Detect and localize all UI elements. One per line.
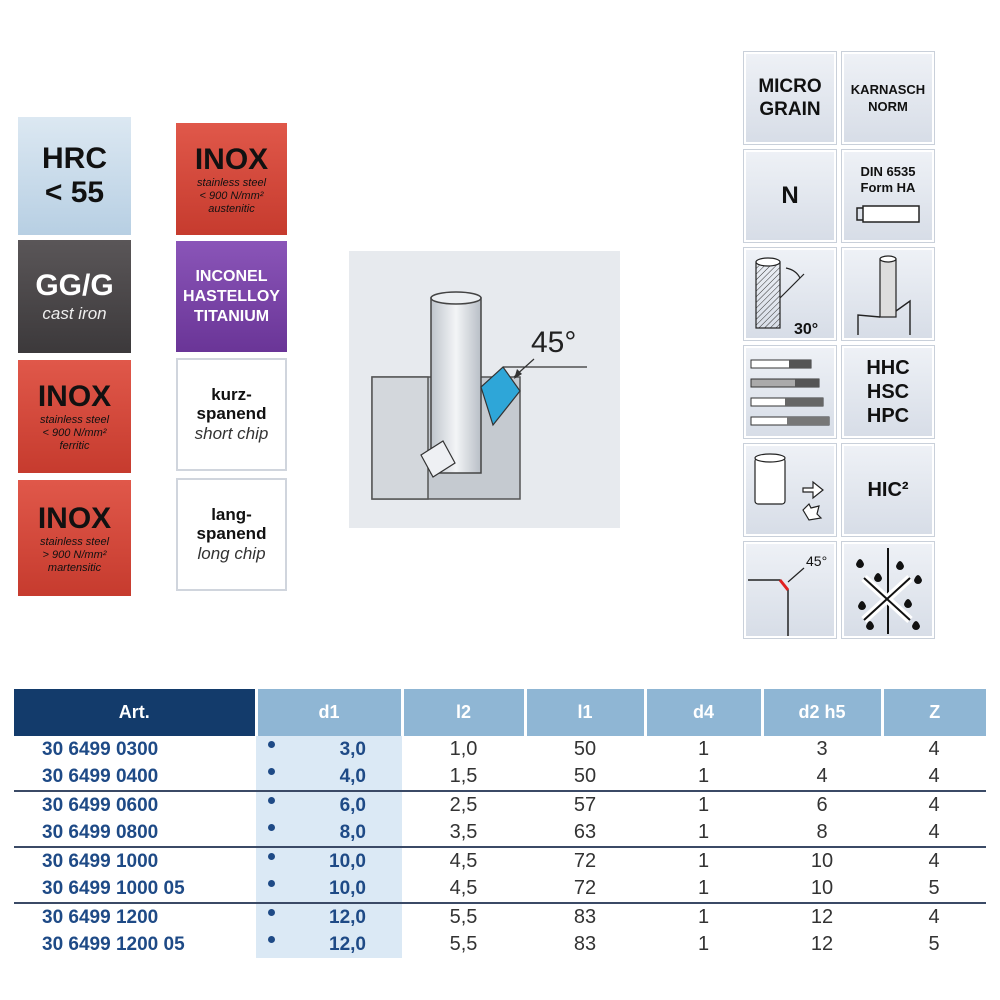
long-chip-label: lang- spanend bbox=[196, 504, 267, 543]
inox-martensitic-label: INOX bbox=[37, 501, 112, 535]
cell-l1: 83 bbox=[525, 903, 645, 931]
cell-d4: 1 bbox=[697, 765, 710, 787]
table-row bbox=[14, 763, 986, 791]
cell-l1: 83 bbox=[573, 933, 597, 955]
table-row bbox=[14, 875, 986, 903]
short-chip-sub: short chip bbox=[194, 423, 269, 443]
material-ggg-tile bbox=[18, 240, 131, 353]
d1-value: 10,0 bbox=[329, 850, 366, 872]
cell-l1: 50 bbox=[573, 765, 597, 787]
cell-l1: 57 bbox=[525, 791, 645, 819]
availability-dot bbox=[268, 880, 275, 887]
d1-value: 3,0 bbox=[339, 738, 366, 760]
chip-short-tile bbox=[176, 358, 287, 471]
cell-d2h5: 4 bbox=[816, 765, 828, 787]
karnasch-norm-tile bbox=[842, 52, 934, 144]
cell-art: 30 6499 0300 bbox=[42, 738, 159, 760]
cell-d2h5: 12 bbox=[762, 903, 882, 931]
header-d4: d4 bbox=[645, 689, 762, 736]
chip-long-tile bbox=[176, 478, 287, 591]
d1-value: 10,0 bbox=[329, 877, 366, 899]
karnasch-norm-label: KARNASCH NORM bbox=[850, 82, 926, 114]
availability-dot bbox=[268, 797, 275, 804]
cell-z: 4 bbox=[928, 821, 940, 843]
chamfer-angle-icon bbox=[746, 544, 834, 636]
cell-d4: 1 bbox=[697, 738, 710, 760]
cell-z: 4 bbox=[882, 847, 986, 875]
cell-d1 bbox=[256, 875, 402, 903]
hic-label: HIC² bbox=[867, 478, 909, 501]
cell-l1: 72 bbox=[573, 877, 597, 899]
cell-d4: 1 bbox=[697, 821, 710, 843]
hhc-tile bbox=[842, 346, 934, 438]
cell-art: 30 6499 0600 bbox=[14, 791, 256, 819]
availability-dot bbox=[268, 741, 275, 748]
hrc-label: HRC < 55 bbox=[42, 142, 107, 209]
chamfer-angle-label: 45° bbox=[806, 553, 828, 569]
d1-value: 12,0 bbox=[329, 906, 366, 928]
inox-austenitic-sub: stainless steel < 900 N/mm² austenitic bbox=[196, 176, 267, 215]
material-inconel-tile bbox=[176, 241, 287, 352]
cell-z: 5 bbox=[928, 877, 940, 899]
availability-dot bbox=[268, 853, 275, 860]
cell-art: 30 6499 1000 05 bbox=[42, 877, 185, 899]
chamfer-45-tile bbox=[744, 542, 836, 638]
din-label: DIN 6535 Form HA bbox=[860, 164, 916, 195]
chamfer-diagram bbox=[349, 251, 620, 528]
cell-d4: 1 bbox=[697, 933, 710, 955]
cell-art: 30 6499 0400 bbox=[42, 765, 159, 787]
d1-value: 8,0 bbox=[339, 821, 366, 843]
flute-types-icon bbox=[747, 352, 833, 432]
cell-l2: 5,5 bbox=[449, 933, 478, 955]
cell-l1: 72 bbox=[525, 847, 645, 875]
hic-tile bbox=[842, 444, 934, 536]
d1-value: 12,0 bbox=[329, 933, 366, 955]
cell-d1 bbox=[256, 763, 402, 791]
cell-d2h5: 10 bbox=[810, 877, 834, 899]
inox-martensitic-sub: stainless steel > 900 N/mm² martensitic bbox=[39, 535, 110, 574]
header-l1: l1 bbox=[525, 689, 645, 736]
cell-z: 4 bbox=[882, 903, 986, 931]
cell-z: 4 bbox=[882, 791, 986, 819]
ggg-label: GG/G bbox=[35, 268, 114, 302]
table-row bbox=[14, 819, 986, 847]
d1-value: 4,0 bbox=[339, 765, 366, 787]
cell-l2: 5,5 bbox=[402, 903, 525, 931]
cell-d4: 1 bbox=[697, 877, 710, 899]
header-d2h5: d2 h5 bbox=[762, 689, 882, 736]
cell-d1 bbox=[256, 847, 402, 875]
cell-l2: 1,0 bbox=[449, 738, 478, 760]
no-coolant-icon bbox=[844, 544, 932, 636]
cell-l2: 4,5 bbox=[449, 877, 478, 899]
inox-ferritic-sub: stainless steel < 900 N/mm² ferritic bbox=[39, 414, 110, 452]
cell-l2: 2,5 bbox=[402, 791, 525, 819]
flute-types-tile bbox=[744, 346, 836, 438]
cell-d1 bbox=[256, 819, 402, 847]
hhc-label: HHC HSC HPC bbox=[866, 357, 910, 427]
inox-austenitic-label: INOX bbox=[194, 142, 269, 176]
long-chip-sub: long chip bbox=[197, 543, 266, 563]
micro-grain-label: MICRO GRAIN bbox=[758, 76, 822, 120]
cutting-geometry-tile bbox=[842, 248, 934, 340]
shank-icon bbox=[853, 202, 923, 226]
cell-d1 bbox=[256, 736, 402, 763]
table-row bbox=[14, 931, 986, 958]
table-row bbox=[14, 791, 986, 819]
cell-l1: 63 bbox=[573, 821, 597, 843]
availability-dot bbox=[268, 824, 275, 831]
cell-art: 30 6499 1200 bbox=[14, 903, 256, 931]
cell-art: 30 6499 1000 bbox=[14, 847, 256, 875]
ggg-sub: cast iron bbox=[42, 303, 107, 323]
cell-l1: 50 bbox=[573, 738, 597, 760]
direction-tile bbox=[744, 444, 836, 536]
material-inox-austenitic-tile bbox=[176, 123, 287, 235]
table-row bbox=[14, 903, 986, 931]
article-table bbox=[14, 689, 986, 958]
chamfer-drawing bbox=[349, 251, 620, 528]
diagram-angle-label: 45° bbox=[531, 326, 577, 359]
cell-l2: 3,5 bbox=[449, 821, 478, 843]
cell-d2h5: 10 bbox=[762, 847, 882, 875]
coolant-tile bbox=[842, 542, 934, 638]
helix-angle-icon bbox=[746, 250, 834, 338]
n-tile bbox=[744, 150, 836, 242]
cell-l2: 4,5 bbox=[402, 847, 525, 875]
cell-d4: 1 bbox=[645, 903, 762, 931]
end-mill-icon bbox=[848, 251, 928, 337]
cell-d1 bbox=[256, 791, 402, 819]
table-row bbox=[14, 847, 986, 875]
cell-z: 4 bbox=[928, 765, 940, 787]
table-header-row bbox=[14, 689, 986, 736]
micro-grain-tile bbox=[744, 52, 836, 144]
helix-angle-label: 30° bbox=[794, 321, 819, 338]
cell-d1 bbox=[256, 903, 402, 931]
cell-art: 30 6499 1200 05 bbox=[42, 933, 185, 955]
cell-l2: 1,5 bbox=[449, 765, 478, 787]
din-tile bbox=[842, 150, 934, 242]
cell-z: 5 bbox=[928, 933, 940, 955]
inconel-label: INCONEL HASTELLOY TITANIUM bbox=[183, 267, 280, 325]
cell-art: 30 6499 0800 bbox=[42, 821, 159, 843]
material-inox-martensitic-tile bbox=[18, 480, 131, 596]
cell-z: 4 bbox=[928, 738, 940, 760]
table-row bbox=[14, 736, 986, 763]
cutting-direction-icon bbox=[747, 448, 833, 532]
header-art: Art. bbox=[14, 689, 256, 736]
availability-dot bbox=[268, 768, 275, 775]
cell-d4: 1 bbox=[645, 791, 762, 819]
inox-ferritic-label: INOX bbox=[37, 380, 112, 413]
n-label: N bbox=[781, 182, 799, 209]
short-chip-label: kurz- spanend bbox=[196, 384, 267, 423]
d1-value: 6,0 bbox=[339, 794, 366, 816]
material-inox-ferritic-tile bbox=[18, 360, 131, 473]
helix-30-tile bbox=[744, 248, 836, 340]
cell-d2h5: 8 bbox=[816, 821, 828, 843]
cell-d1 bbox=[256, 931, 402, 958]
cell-d4: 1 bbox=[645, 847, 762, 875]
availability-dot bbox=[268, 909, 275, 916]
material-hrc-tile bbox=[18, 117, 131, 235]
cell-d2h5: 6 bbox=[762, 791, 882, 819]
cell-d2h5: 3 bbox=[816, 738, 828, 760]
cell-d2h5: 12 bbox=[810, 933, 834, 955]
header-z: Z bbox=[882, 689, 986, 736]
header-d1: d1 bbox=[256, 689, 402, 736]
header-l2: l2 bbox=[402, 689, 525, 736]
availability-dot bbox=[268, 936, 275, 943]
